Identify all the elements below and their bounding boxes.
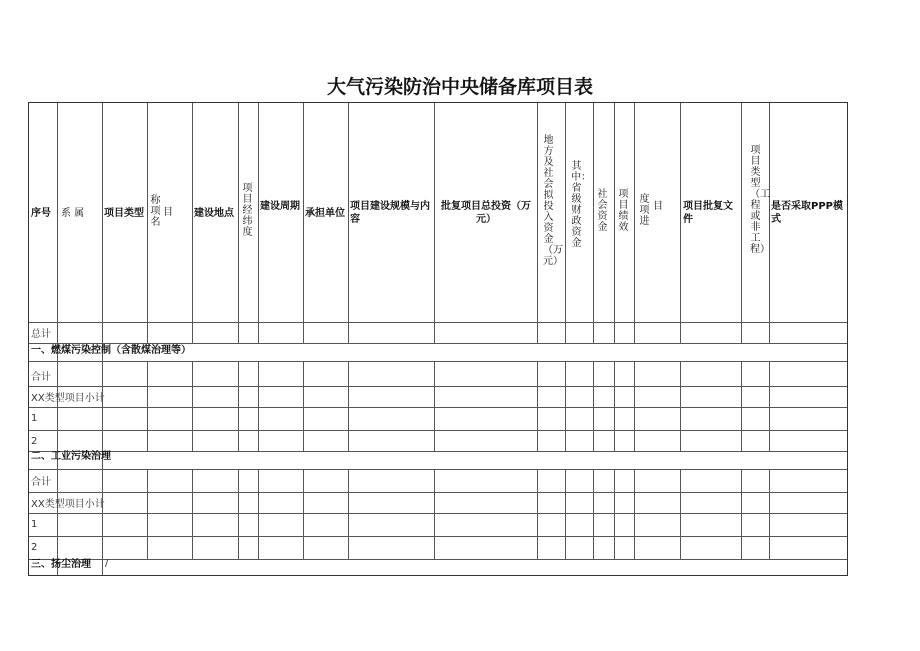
col-line: [634, 103, 635, 343]
section-3-title: 三、扬尘治理: [31, 559, 91, 570]
col-line: [565, 469, 566, 559]
header-dept: 系 属: [61, 208, 85, 219]
col-line: [238, 103, 239, 343]
col-line: [192, 361, 193, 451]
section-2-row-2: 2: [31, 542, 38, 553]
col-line: [680, 469, 681, 559]
col-line: [593, 469, 594, 559]
col-line: [741, 361, 742, 451]
header-period: 建设周期: [260, 201, 300, 212]
col-line: [258, 469, 259, 559]
page-title: 大气污染防治中央储备库项目表: [326, 76, 593, 98]
header-progress-b: 目: [653, 201, 663, 212]
col-line: [537, 361, 538, 451]
col-line: [102, 559, 103, 575]
col-line: [614, 469, 615, 559]
header-progress-a: 度项进: [639, 194, 650, 227]
project-table: [28, 102, 848, 576]
header-name-a: 称项名: [150, 195, 161, 228]
col-line: [593, 361, 594, 451]
row-line: [29, 469, 847, 470]
col-line: [434, 361, 435, 451]
header-approval: 项目批复文件: [683, 201, 733, 225]
col-line: [258, 103, 259, 343]
row-line: [29, 492, 847, 493]
header-local-funds: 地方及社会拟投入资金（万元）: [543, 135, 563, 267]
col-line: [147, 103, 148, 343]
header-scale: 项目建设规模与内容: [350, 201, 430, 225]
col-line: [565, 361, 566, 451]
section-2-subtotal: XX类型项目小计: [31, 499, 105, 510]
col-line: [192, 469, 193, 559]
col-line: [741, 469, 742, 559]
row-total: 总计: [31, 329, 51, 340]
header-ppp: 是否采取PPP模式: [771, 201, 843, 225]
header-location: 建设地点: [194, 208, 234, 219]
row-line: [29, 343, 847, 344]
row-line: [29, 451, 847, 452]
row-line: [29, 430, 847, 431]
header-lat-lon: 项目经纬度: [242, 183, 253, 238]
row-line: [29, 322, 847, 323]
header-seq: 序号: [31, 208, 51, 219]
header-investment: 批复项目总投资（万元）: [441, 201, 531, 225]
col-line: [634, 361, 635, 451]
header-unit: 承担单位: [305, 208, 345, 219]
row-line: [29, 361, 847, 362]
col-line: [147, 469, 148, 559]
col-line: [147, 361, 148, 451]
col-line: [769, 103, 770, 343]
col-line: [769, 361, 770, 451]
col-line: [593, 103, 594, 343]
section-1-title: 一、燃煤污染控制（含散煤治理等）: [31, 345, 191, 356]
row-line: [29, 386, 847, 387]
col-line: [238, 361, 239, 451]
row-line: [29, 559, 847, 560]
header-performance: 项目绩效: [618, 189, 629, 233]
col-line: [537, 469, 538, 559]
col-line: [614, 361, 615, 451]
row-line: [29, 513, 847, 514]
col-line: [303, 361, 304, 451]
col-line: [348, 361, 349, 451]
section-2-row-1: 1: [31, 519, 38, 530]
col-line: [434, 103, 435, 343]
col-line: [303, 103, 304, 343]
col-line: [680, 361, 681, 451]
col-line: [258, 361, 259, 451]
col-line: [565, 103, 566, 343]
header-type: 项目类型: [104, 208, 144, 219]
col-line: [614, 103, 615, 343]
col-line: [741, 103, 742, 343]
col-line: [348, 103, 349, 343]
section-1-row-2: 2: [31, 436, 38, 447]
section-2-title: 二、工业污染治理: [31, 451, 111, 462]
col-line: [434, 469, 435, 559]
col-line: [769, 469, 770, 559]
section-3-mark: /: [105, 558, 109, 569]
section-1-sum: 合计: [31, 372, 51, 383]
col-line: [680, 103, 681, 343]
col-line: [303, 469, 304, 559]
col-line: [537, 103, 538, 343]
row-line: [29, 536, 847, 537]
header-name-b: 目: [163, 207, 173, 218]
section-2-sum: 合计: [31, 477, 51, 488]
row-line: [29, 407, 847, 408]
header-social: 社会资金: [597, 189, 608, 233]
col-line: [192, 103, 193, 343]
header-project-kind: 项目类型（工程或非工程）: [750, 145, 770, 255]
col-line: [348, 469, 349, 559]
col-line: [634, 469, 635, 559]
col-line: [238, 469, 239, 559]
header-provincial: 其中：省级财政资金: [571, 161, 591, 249]
section-1-row-1: 1: [31, 413, 38, 424]
section-1-subtotal: XX类型项目小计: [31, 393, 105, 404]
